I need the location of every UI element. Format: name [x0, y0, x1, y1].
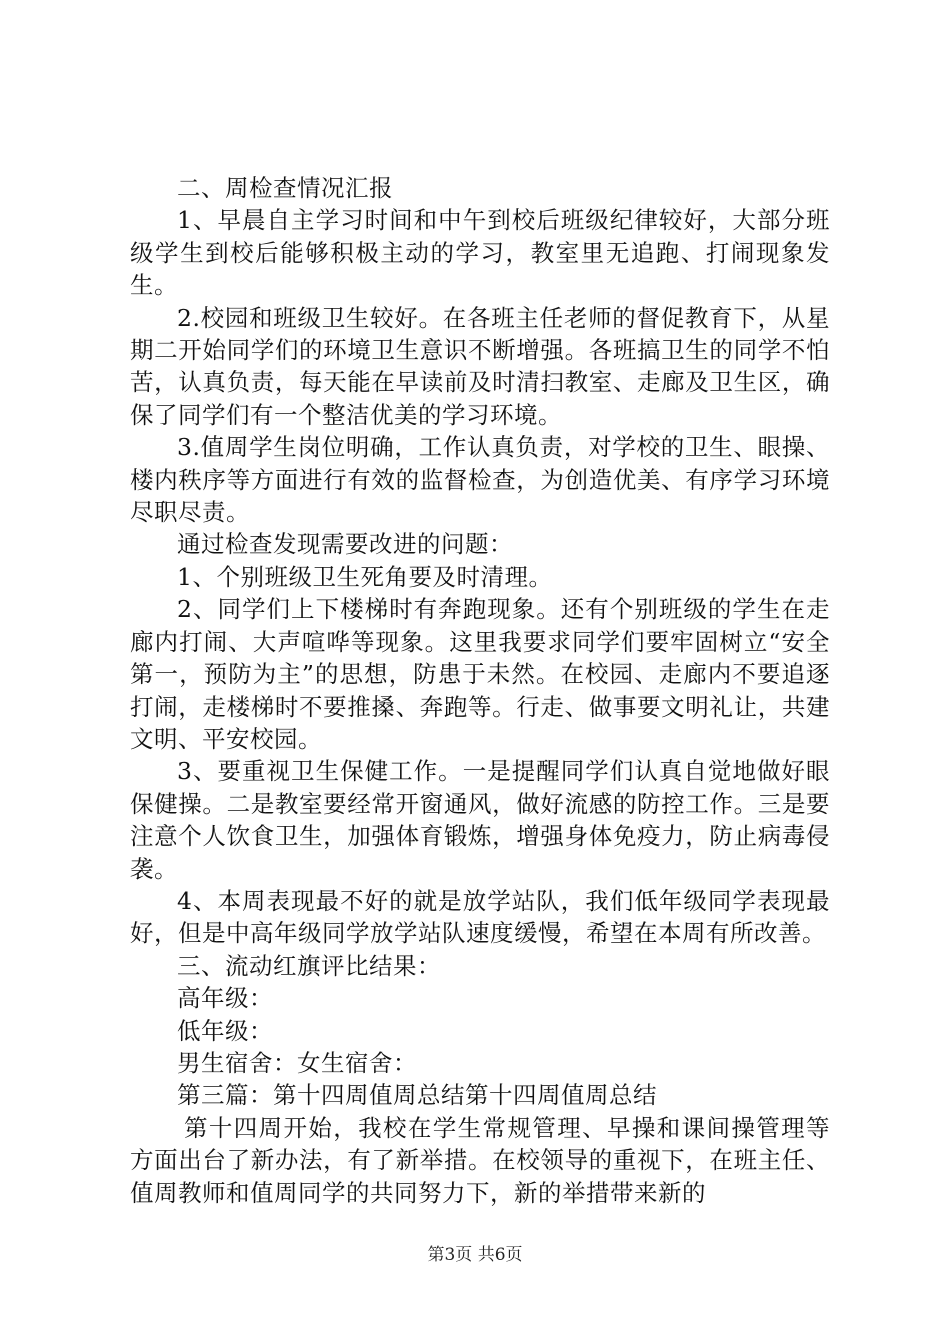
- paragraph-morning-study: 1、早晨自主学习时间和中午到校后班级纪律较好，大部分班级学生到校后能够积极主动的学习，教室里无追跑、打闹现象发生。: [130, 206, 830, 300]
- paragraph-issue-1: 1、个别班级卫生死角要及时清理。: [177, 562, 553, 591]
- paragraph-senior-grade: 高年级：: [177, 984, 273, 1013]
- section-heading-weekly-inspection: 二、周检查情况汇报: [177, 174, 393, 202]
- paragraph-junior-grade: 低年级：: [177, 1016, 273, 1045]
- paragraph-issue-3: 3、要重视卫生保健工作。一是提醒同学们认真自觉地做好眼保健操。二是教室要经常开窗通风，做好流感的防控工作。三是要注意个人饮食卫生，加强体育锻炼，增强身体免疫力，防止病毒侵袭。: [130, 757, 830, 883]
- paragraph-issue-4: 4、本周表现最不好的就是放学站队，我们低年级同学表现最好，但是中高年级同学放学站队速度缓慢，希望在本周有所改善。: [130, 886, 830, 948]
- paragraph-week-fourteen: 第十四周开始，我校在学生常规管理、早操和课间操管理等方面出台了新办法，有了新举措。在校领导的重视下，在班主任、值周教师和值周同学的共同努力下，新的举措带来新的: [130, 1113, 830, 1207]
- page-footer: [0, 1244, 950, 1266]
- paragraph-dormitories: 男生宿舍：女生宿舍：: [177, 1048, 417, 1077]
- document-body: [130, 172, 830, 1209]
- paragraph-issues-intro: 通过检查发现需要改进的问题：: [177, 530, 513, 559]
- paragraph-issue-2: 2、同学们上下楼梯时有奔跑现象。还有个别班级的学生在走廊内打闹、大声喧哗等现象。这里我要求同学们要牢固树立“安全第一，预防为主”的思想，防患于未然。在校园、走廊内不要追逐打闹，走楼梯时不要推搡、奔跑等。行走、做事要文明礼让，共建文明、平安校园。: [130, 595, 830, 753]
- paragraph-duty-students: 3.值周学生岗位明确，工作认真负责，对学校的卫生、眼操、楼内秩序等方面进行有效的监督检查，为创造优美、有序学习环境尽职尽责。: [130, 433, 830, 527]
- section-heading-red-flag: 三、流动红旗评比结果：: [177, 951, 441, 980]
- paragraph-hygiene: 2.校园和班级卫生较好。在各班主任老师的督促教育下，从星期二开始同学们的环境卫生意识不断增强。各班搞卫生的同学不怕苦，认真负责，每天能在早读前及时清扫教室、走廊及卫生区，确保了同学们有一个整洁优美的学习环境。: [130, 303, 830, 429]
- page-number: 第3页 共6页: [427, 1245, 523, 1265]
- section-heading-part-three: 第三篇：第十四周值周总结第十四周值周总结: [177, 1081, 657, 1110]
